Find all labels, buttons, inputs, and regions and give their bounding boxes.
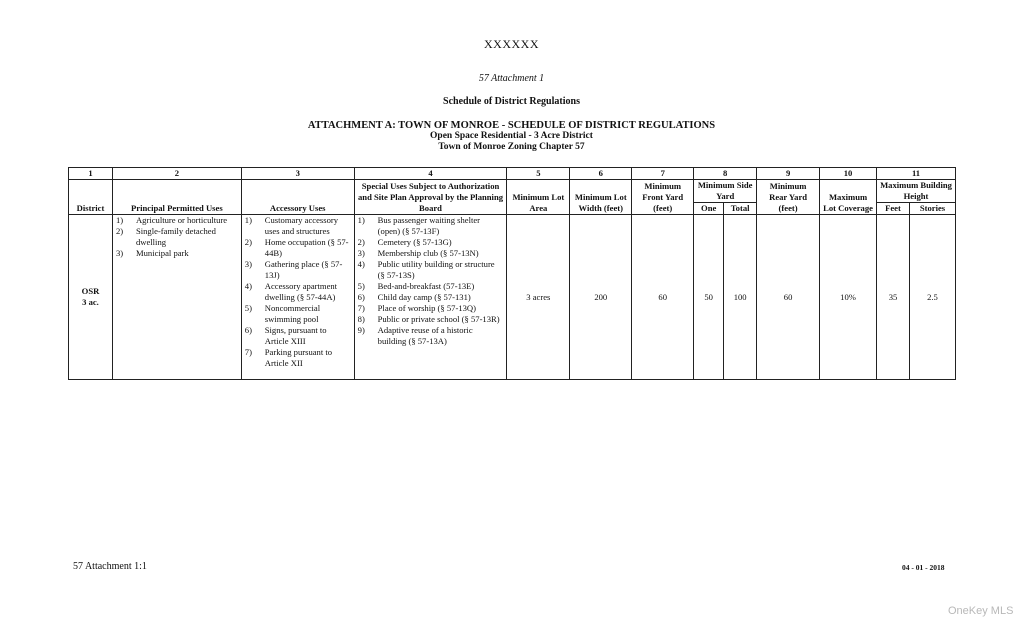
max-lot-coverage-header: Maximum Lot Coverage <box>820 180 877 215</box>
principal-uses-list <box>116 215 238 259</box>
district-header: District <box>69 180 113 215</box>
list-item <box>358 292 504 303</box>
list-item-text: Gathering place (§ 57-13J) <box>264 259 343 280</box>
column-number: 10 <box>820 168 877 180</box>
list-item <box>245 237 351 259</box>
min-front-yard-header: Minimum Front Yard (feet) <box>632 180 694 215</box>
special-uses-list <box>358 215 504 347</box>
list-item-number: 2) <box>115 226 124 236</box>
list-item-text: Customary accessory uses and structures <box>264 215 339 236</box>
list-item <box>358 259 504 281</box>
min-front-yard-cell: 60 <box>632 215 694 380</box>
chapter-subtitle: Town of Monroe Zoning Chapter 57 <box>438 142 585 152</box>
document-title: ATTACHMENT A: TOWN OF MONROE - SCHEDULE OF DISTRICT REGULATIONS <box>307 120 716 131</box>
list-item-number: 3) <box>357 248 365 258</box>
column-number: 9 <box>757 168 820 180</box>
special-uses-header: Special Uses Subject to Authorization and Site Plan Approval by the Planning Board <box>354 180 507 215</box>
watermark: OneKey MLS <box>948 605 1014 617</box>
min-side-yard-header: Minimum Side Yard <box>694 180 757 203</box>
accessory-uses-header: Accessory Uses <box>241 180 354 215</box>
height-stories-header: Stories <box>909 203 955 215</box>
list-item-text: Noncommercial swimming pool <box>264 303 321 324</box>
list-item-text: Public utility building or structure (§ 57-13S) <box>377 259 495 280</box>
list-item-text: Accessory apartment dwelling (§ 57-44A) <box>264 281 338 302</box>
redacted-header: XXXXXX <box>484 37 539 51</box>
list-item <box>245 259 351 281</box>
district-code: OSR <box>81 286 100 296</box>
min-rear-yard-cell: 60 <box>757 215 820 380</box>
side-yard-one-cell: 50 <box>694 215 724 380</box>
side-yard-one-header: One <box>694 203 724 215</box>
list-item <box>358 325 504 347</box>
min-lot-width-cell: 200 <box>570 215 632 380</box>
side-yard-total-header: Total <box>724 203 757 215</box>
list-item-text: Signs, pursuant to Article XIII <box>264 325 327 346</box>
list-item <box>358 281 504 292</box>
height-feet-header: Feet <box>877 203 910 215</box>
list-item <box>116 215 238 226</box>
list-item-number: 9) <box>357 325 365 335</box>
min-lot-width-header: Minimum Lot Width (feet) <box>570 180 632 215</box>
column-number: 2 <box>112 168 241 180</box>
header-row <box>69 180 956 203</box>
district-subtitle: Open Space Residential - 3 Acre District <box>430 131 593 141</box>
list-item <box>358 314 504 325</box>
list-item-text: Home occupation (§ 57-44B) <box>264 237 349 258</box>
accessory-uses-list <box>245 215 351 369</box>
side-yard-total-cell: 100 <box>724 215 757 380</box>
list-item-number: 3) <box>115 248 124 258</box>
list-item-number: 2) <box>244 237 252 247</box>
list-item-number: 8) <box>357 314 365 324</box>
principal-uses-header: Principal Permitted Uses <box>112 180 241 215</box>
footer-date: 04 - 01 - 2018 <box>902 563 945 572</box>
column-number: 5 <box>507 168 570 180</box>
list-item <box>116 226 238 248</box>
column-number: 11 <box>877 168 956 180</box>
list-item <box>358 248 504 259</box>
district-acreage: 3 ac. <box>82 297 99 307</box>
district-cell <box>69 215 113 380</box>
list-item <box>245 325 351 347</box>
column-number: 1 <box>69 168 113 180</box>
list-item-number: 6) <box>357 292 365 302</box>
list-item-text: Parking pursuant to Article XII <box>264 347 333 368</box>
list-item-number: 1) <box>244 215 252 225</box>
list-item <box>358 215 504 237</box>
list-item-number: 5) <box>357 281 365 291</box>
list-item <box>245 347 351 369</box>
column-number: 4 <box>354 168 507 180</box>
list-item <box>245 281 351 303</box>
list-item <box>358 237 504 248</box>
accessory-uses-cell <box>241 215 354 380</box>
list-item-text: Place of worship (§ 57-13Q) <box>377 303 476 313</box>
list-item-number: 7) <box>357 303 365 313</box>
list-item-number: 2) <box>357 237 365 247</box>
list-item-number: 7) <box>244 347 252 357</box>
attachment-label: 57 Attachment 1 <box>478 73 545 84</box>
min-lot-area-header: Minimum Lot Area <box>507 180 570 215</box>
list-item-text: Municipal park <box>135 248 189 258</box>
list-item-text: Cemetery (§ 57-13G) <box>377 237 452 247</box>
schedule-title: Schedule of District Regulations <box>443 96 580 107</box>
max-building-height-header: Maximum Building Height <box>877 180 956 203</box>
list-item-text: Agriculture or horticulture <box>135 215 228 225</box>
list-item <box>358 303 504 314</box>
list-item-number: 3) <box>244 259 252 269</box>
table-row <box>69 215 956 380</box>
list-item-text: Adaptive reuse of a historic building (§ 57-13A) <box>377 325 473 346</box>
list-item-text: Single-family detached dwelling <box>135 226 216 247</box>
column-number: 7 <box>632 168 694 180</box>
column-number: 3 <box>241 168 354 180</box>
list-item-text: Child day camp (§ 57-131) <box>377 292 471 302</box>
list-item-number: 5) <box>244 303 252 313</box>
list-item-number: 4) <box>357 259 365 269</box>
column-number-row <box>69 168 956 180</box>
column-number: 6 <box>570 168 632 180</box>
district-regulations-table <box>68 167 956 380</box>
list-item-number: 1) <box>357 215 365 225</box>
list-item <box>245 303 351 325</box>
special-uses-cell <box>354 215 507 380</box>
list-item-number: 1) <box>115 215 124 225</box>
list-item-text: Public or private school (§ 57-13R) <box>377 314 500 324</box>
column-number: 8 <box>694 168 757 180</box>
list-item-text: Bed-and-breakfast (57-13E) <box>377 281 475 291</box>
min-rear-yard-header: Minimum Rear Yard (feet) <box>757 180 820 215</box>
height-stories-cell: 2.5 <box>909 215 955 380</box>
list-item-text: Bus passenger waiting shelter (open) (§ 57-13F) <box>377 215 481 236</box>
list-item-number: 4) <box>244 281 252 291</box>
footer-page-label: 57 Attachment 1:1 <box>73 561 147 572</box>
list-item-number: 6) <box>244 325 252 335</box>
max-lot-coverage-cell: 10% <box>820 215 877 380</box>
list-item <box>245 215 351 237</box>
list-item-text: Membership club (§ 57-13N) <box>377 248 479 258</box>
list-item <box>116 248 238 259</box>
height-feet-cell: 35 <box>877 215 910 380</box>
min-lot-area-cell: 3 acres <box>507 215 570 380</box>
principal-uses-cell <box>112 215 241 380</box>
